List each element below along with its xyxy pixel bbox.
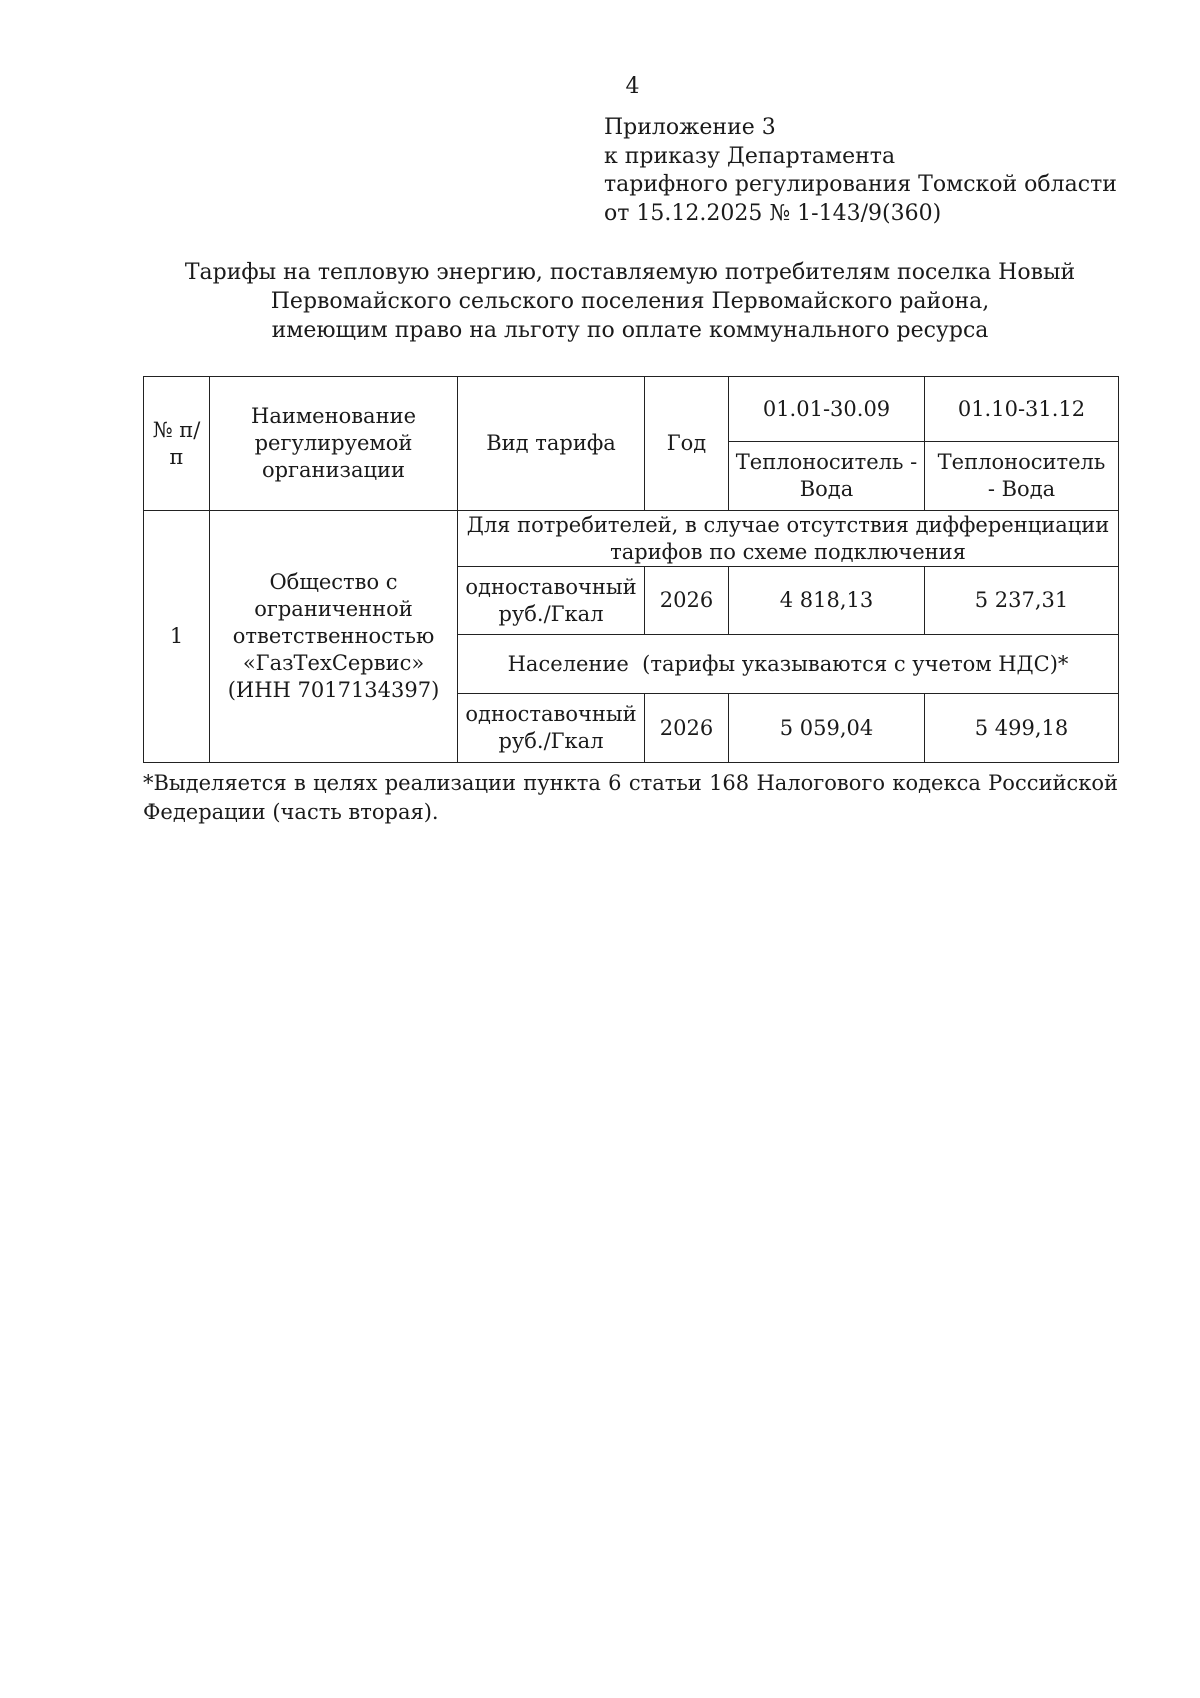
cell-year: 2026 (645, 567, 729, 635)
title-line-2: Первомайского сельского поселения Первомайского района, (270, 289, 990, 314)
cell-row-num: 1 (144, 511, 210, 763)
cell-value-period-2: 5 499,18 (925, 694, 1119, 763)
cell-tariff-type: одноставочный руб./Гкал (458, 694, 645, 763)
header-org: Наименование регулируемой организации (210, 377, 458, 511)
title-line-1: Тарифы на тепловую энергию, поставляемую потребителям поселка Новый (184, 260, 1076, 285)
title-line-3: имеющим право на льготу по оплате коммунального ресурса (271, 318, 989, 343)
header-tariff-type: Вид тарифа (458, 377, 645, 511)
org-name: Общество с ограниченной ответственностью (232, 570, 435, 648)
footnote-line-2: Федерации (часть вторая). (143, 800, 439, 824)
table-header-row (144, 377, 1119, 442)
cell-value-period-1: 5 059,04 (729, 694, 925, 763)
header-carrier-2: Теплоноситель - Вода (925, 442, 1119, 511)
appendix-line-1: Приложение 3 (604, 115, 776, 140)
cell-value-period-1: 4 818,13 (729, 567, 925, 635)
org-inn: (ИНН 7017134397) (227, 678, 440, 702)
section-label-population: Население (тарифы указываются с учетом НДС)* (458, 635, 1119, 694)
cell-organization (210, 511, 458, 763)
header-num: № п/п (144, 377, 210, 511)
page-number: 4 (625, 74, 640, 99)
header-period-2: 01.10-31.12 (925, 377, 1119, 442)
header-year: Год (645, 377, 729, 511)
header-period-1: 01.01-30.09 (729, 377, 925, 442)
appendix-line-2: к приказу Департамента (604, 143, 896, 169)
footnote-line-1: *Выделяется в целях реализации пункта 6 статьи 168 Налогового кодекса Российской (143, 771, 1118, 795)
org-brand: «ГазТехСервис» (242, 651, 425, 675)
document-title (140, 258, 1120, 345)
appendix-line-4: от 15.12.2025 № 1-143/9(360) (604, 200, 942, 226)
header-carrier-1: Теплоноситель - Вода (729, 442, 925, 511)
section-label-general: Для потребителей, в случае отсутствия дифференциации тарифов по схеме подключения (458, 511, 1119, 567)
cell-year: 2026 (645, 694, 729, 763)
appendix-reference (604, 114, 1117, 228)
appendix-line-3: тарифного регулирования Томской области (604, 172, 1117, 197)
table-row (144, 511, 1119, 567)
tariff-table (143, 376, 1119, 763)
cell-value-period-2: 5 237,31 (925, 567, 1119, 635)
cell-tariff-type: одноставочный руб./Гкал (458, 567, 645, 635)
